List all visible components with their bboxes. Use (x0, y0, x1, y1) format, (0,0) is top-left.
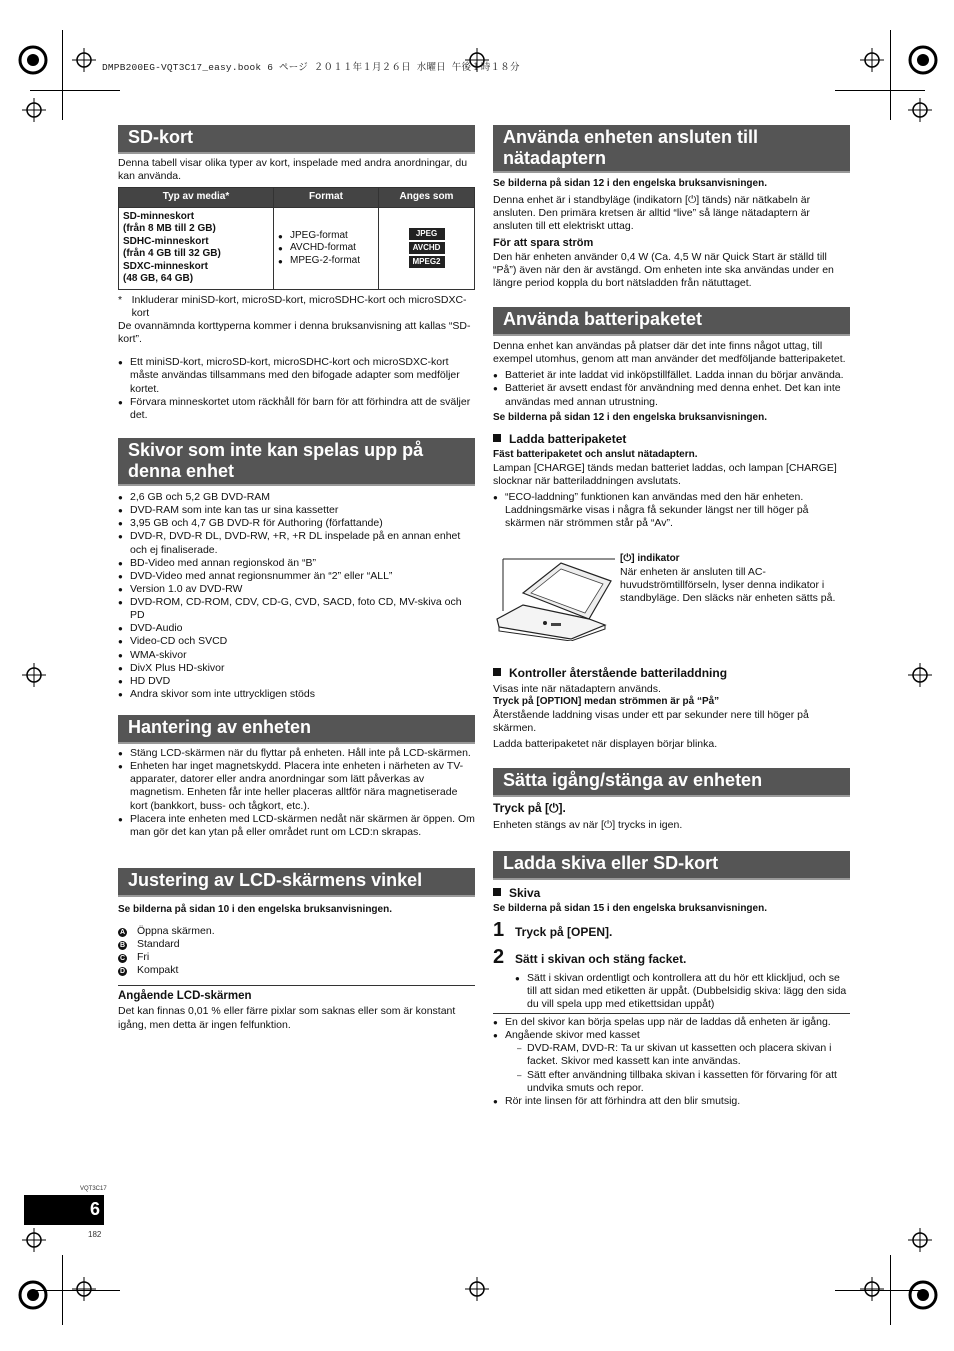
list-item: ● Ett miniSD-kort, microSD-kort, microSDHC-kort och microSDXC-kort måste användas tillsammans med den bifogade adapter som medföljer kortet. (118, 356, 475, 395)
list-item: ● DivX Plus HD-skivor (118, 662, 475, 675)
charge-title: Ladda batteripaketet (493, 432, 850, 447)
remaining-charge-section (493, 662, 850, 754)
list-item: ● Förvara minneskortet utom räckhåll för barn för att förhindra att de sväljer det. (118, 396, 475, 422)
registration-mark-icon (18, 1275, 48, 1315)
option-a: A Öppna skärmen. (119, 924, 215, 937)
list-item: ● En del skivor kan börja spelas upp när de laddas då enheten är igång. (493, 1016, 850, 1029)
save-power-text: Den här enheten använder 0,4 W (Ca. 4,5 W när Quick Start är ställd till “På”) även när den är avstängd. Om enheten inte ska användas under en längre period koppla du bort nätsladden från nätuttaget. (493, 250, 834, 289)
option-d: D Kompakt (119, 963, 179, 976)
list-item: ● Rör inte linsen för att förhindra att den blir smutsig. (493, 1095, 850, 1108)
list-item: – Sätt efter användning tillbaka skivan i kassetten för förvaring för att undvika smuts och repor. (517, 1069, 850, 1095)
letter-b-icon: B (119, 941, 126, 949)
option-b: B Standard (119, 937, 180, 950)
reference-note: Se bilderna på sidan 12 i den engelska bruksanvisningen. (493, 411, 767, 423)
formats-cell: ● JPEG-format ● AVCHD-format ● MPEG-2-format (274, 207, 379, 289)
sd-note: De ovannämnda korttyperna kommer i denna bruksanvisning att kallas “SD-kort”. (118, 320, 471, 346)
battery-intro: Denna enhet kan användas på platser där det inte finns något uttag, till exempel utomhus, genom att man använder det medföljande batteripaketet. (493, 340, 846, 366)
list-item: ● Enheten har inget magnetskydd. Placera inte enheten i närheten av TV-apparater, datorer eller andra anordningar som lätt påverkas av magnetism. Enheten får inte heller placeras alltför nära magnetiserade kort (bankkort, buss- och tågkort, etc.). (118, 760, 475, 813)
table-header: Typ av media* (119, 188, 274, 208)
square-bullet-icon (493, 434, 501, 442)
list-item: ● DVD-Video med annat regionsnummer än “2” eller “ALL” (118, 570, 475, 583)
list-item: ● 2,6 GB och 5,2 GB DVD-RAM (118, 491, 475, 504)
list-item: ● Stäng LCD-skärmen när du flyttar på enheten. Håll inte på LCD-skärmen. (118, 747, 475, 760)
remain-text: Ladda batteripaketet när displayen börjar blinka. (493, 737, 718, 750)
list-item: ● DVD-RAM som inte kan tas ur sina kassetter (118, 504, 475, 517)
section-title-load: Ladda skiva eller SD-kort (493, 851, 850, 880)
lcd-note: Det kan finnas 0,01 % eller färre pixlar som saknas eller som är konstant igång, men detta är ingen felfunktion. (118, 1005, 456, 1031)
handling-section (118, 747, 475, 842)
option-c: C Fri (119, 950, 150, 963)
list-item: ● Angående skivor med kasset – DVD-RAM, DVD-R: Ta ur skivan ut kassetten och placera skivan i facket. Skivor med kassett kan inte användas. – Sätt efter användning tillbaka skivan i kassetten för förvaring för att undvika smuts och repor. (493, 1029, 850, 1095)
step-1: 1 Tryck på [OPEN]. (493, 918, 613, 941)
disc-title: Skiva (493, 886, 850, 901)
list-item: ● DVD-ROM, CD-ROM, CDV, CD-G, CVD, SACD, foto CD, MV-skiva och PD (118, 596, 475, 622)
battery-section (493, 340, 850, 533)
indicator-text: När enheten är ansluten till AC-huvudströmtillförseln, lyser denna indikator i standbyläge. Den släcks när enheten sätts på. (620, 565, 836, 604)
list-item: ● Version 1.0 av DVD-RW (118, 583, 475, 596)
list-item: ● WMA-skivor (118, 649, 475, 662)
crosshair-icon (860, 1277, 884, 1301)
charge-text: Lampan [CHARGE] tänds medan batteriet laddas, och lampan [CHARGE] slocknar när batteriladdningen avslutats. (493, 461, 837, 487)
sd-section (118, 157, 475, 425)
footnote: * Inkluderar miniSD-kort, microSD-kort, microSDHC-kort och microSDXC-kort (118, 293, 467, 319)
section-title-sd-kort: SD-kort (118, 125, 475, 154)
page-number: 6 (24, 1195, 104, 1225)
crosshair-icon (22, 98, 46, 122)
crosshair-icon (908, 98, 932, 122)
list-item: ● BD-Video med annan regionskod än “B” (118, 557, 475, 570)
remain-text: Återstående laddning visas under ett par sekunder nere till höger på skärmen. (493, 708, 809, 734)
section-title-discs: Skivor som inte kan spelas upp på denna enhet (118, 438, 475, 486)
media-table (118, 187, 475, 290)
section-title-battery: Använda batteripaketet (493, 307, 850, 336)
sub-page-number: 182 (88, 1230, 102, 1239)
doc-code: VQT3C17 (80, 1186, 107, 1192)
reference-note: Se bilderna på sidan 12 i den engelska bruksanvisningen. (493, 178, 767, 189)
list-item: ● Video-CD och SVCD (118, 635, 475, 648)
list-item: ● “ECO-laddning” funktionen kan användas med den här enheten. Laddningsmärke visas i några få sekunder längst ner till höger på skärmen när strömmen står på “Av”. (493, 491, 850, 530)
indicator-title: [⏻] indikator (620, 553, 680, 564)
section-title-power: Sätta igång/stänga av enheten (493, 768, 850, 797)
square-bullet-icon (493, 888, 501, 896)
load-notes (493, 1016, 850, 1108)
avchd-badge: AVCHD (409, 242, 445, 254)
charge-instruction: Fäst batteripaketet och anslut nätadaptern. (493, 449, 698, 461)
crosshair-icon (860, 48, 884, 72)
indicator-callout (620, 553, 852, 608)
file-header: DMPB200EG-VQT3C17_easy.book 6 ページ ２０１１年１月２６日 水曜日 午後１時１８分 (102, 62, 520, 73)
remain-title: Kontroller återstående batteriladdning (493, 666, 850, 681)
jpeg-badge: JPEG (409, 228, 445, 240)
section-title-handling: Hantering av enheten (118, 715, 475, 744)
sub-title: Angående LCD-skärmen (118, 990, 252, 1002)
crosshair-icon (72, 1277, 96, 1301)
angle-section (118, 904, 475, 977)
list-item: ● Sätt i skivan ordentligt och kontrollera att du hör ett klickljud, och se till att sidan med etiketten är uppåt. (Dubbelsidig skiva: lägg den sida du vill spela upp med etikettsidan uppåt) (515, 972, 850, 1011)
list-item: ● DVD-R, DVD-R DL, DVD-RW, +R, +R DL inspelade på en annan enhet och ej finaliserade. (118, 530, 475, 556)
remain-instruction: Tryck på [OPTION] medan strömmen är på “På” (493, 696, 720, 708)
list-item: ● Placera inte enheten med LCD-skärmen nedåt när skärmen är öppen. Om man gör det kan ytan på eller området runt om LCD:n skrapas. (118, 813, 475, 839)
adapter-text: Denna enhet är i standbyläge (indikatorn [⏻] tänds) när nätkabeln är ansluten. Den primära kretsen är alltid “live” så länge nätadaptern är ansluten till ett elektriskt uttag. (493, 193, 811, 232)
reference-note: Se bilderna på sidan 10 i den engelska bruksanvisningen. (118, 904, 392, 915)
sd-intro: Denna tabell visar olika typer av kort, inspelade med andra anordningar, du kan använda. (118, 157, 468, 183)
indicators-cell (379, 207, 475, 289)
power-text: Enheten stängs av när [⏻] trycks in igen. (493, 819, 683, 831)
list-item: ● DVD-Audio (118, 622, 475, 635)
section-title-lcd-angle: Justering av LCD-skärmens vinkel (118, 868, 475, 897)
table-header: Anges som (379, 188, 475, 208)
sub-title: För att spara ström (493, 236, 594, 249)
step-2: 2 Sätt i skivan och stäng facket. (493, 945, 687, 968)
registration-mark-icon (908, 1275, 938, 1315)
letter-c-icon: C (119, 954, 126, 962)
registration-mark-icon (18, 40, 48, 80)
crosshair-icon (908, 1228, 932, 1252)
discs-section (118, 491, 475, 704)
square-bullet-icon (493, 668, 501, 676)
crosshair-icon (465, 1277, 489, 1301)
list-item: ● 3,95 GB och 4,7 GB DVD-R för Authoring (författande) (118, 517, 475, 530)
list-item: ● Batteriet är inte laddat vid inköpstillfället. Ladda innan du börjar använda. (493, 369, 850, 382)
registration-mark-icon (908, 40, 938, 80)
crosshair-icon (22, 1228, 46, 1252)
crosshair-icon (22, 663, 46, 687)
letter-d-icon: D (119, 967, 126, 975)
mpeg2-badge: MPEG2 (409, 256, 445, 268)
section-title-adapter: Använda enheten ansluten till nätadaptern (493, 125, 850, 173)
letter-a-icon: A (119, 928, 126, 936)
load-section (493, 882, 850, 1014)
lcd-about (118, 989, 475, 1035)
power-press: Tryck på [⏻]. (493, 801, 566, 815)
divider (493, 1013, 850, 1014)
power-section (493, 801, 850, 835)
remain-text: Visas inte när nätadaptern används. (493, 683, 661, 695)
list-item: ● Andra skivor som inte uttryckligen stöds (118, 688, 475, 701)
adapter-section (493, 178, 850, 293)
reference-note: Se bilderna på sidan 15 i den engelska bruksanvisningen. (493, 903, 767, 914)
list-item: ● Batteriet är avsett endast för användning med denna enhet. Det kan inte användas med annan utrustning. (493, 382, 850, 408)
list-item: – DVD-RAM, DVD-R: Ta ur skivan ut kassetten och placera skivan i facket. Skivor med kassett kan inte användas. (517, 1042, 850, 1068)
crosshair-icon (908, 663, 932, 687)
table-header: Format (274, 188, 379, 208)
crosshair-icon (72, 48, 96, 72)
list-item: ● HD DVD (118, 675, 475, 688)
media-types-cell: SD-minneskort (från 8 MB till 2 GB) SDHC-minneskort (från 4 GB till 32 GB) SDXC-minneskort (48 GB, 64 GB) (119, 207, 274, 289)
divider (118, 985, 475, 986)
player-illustration (493, 553, 615, 641)
